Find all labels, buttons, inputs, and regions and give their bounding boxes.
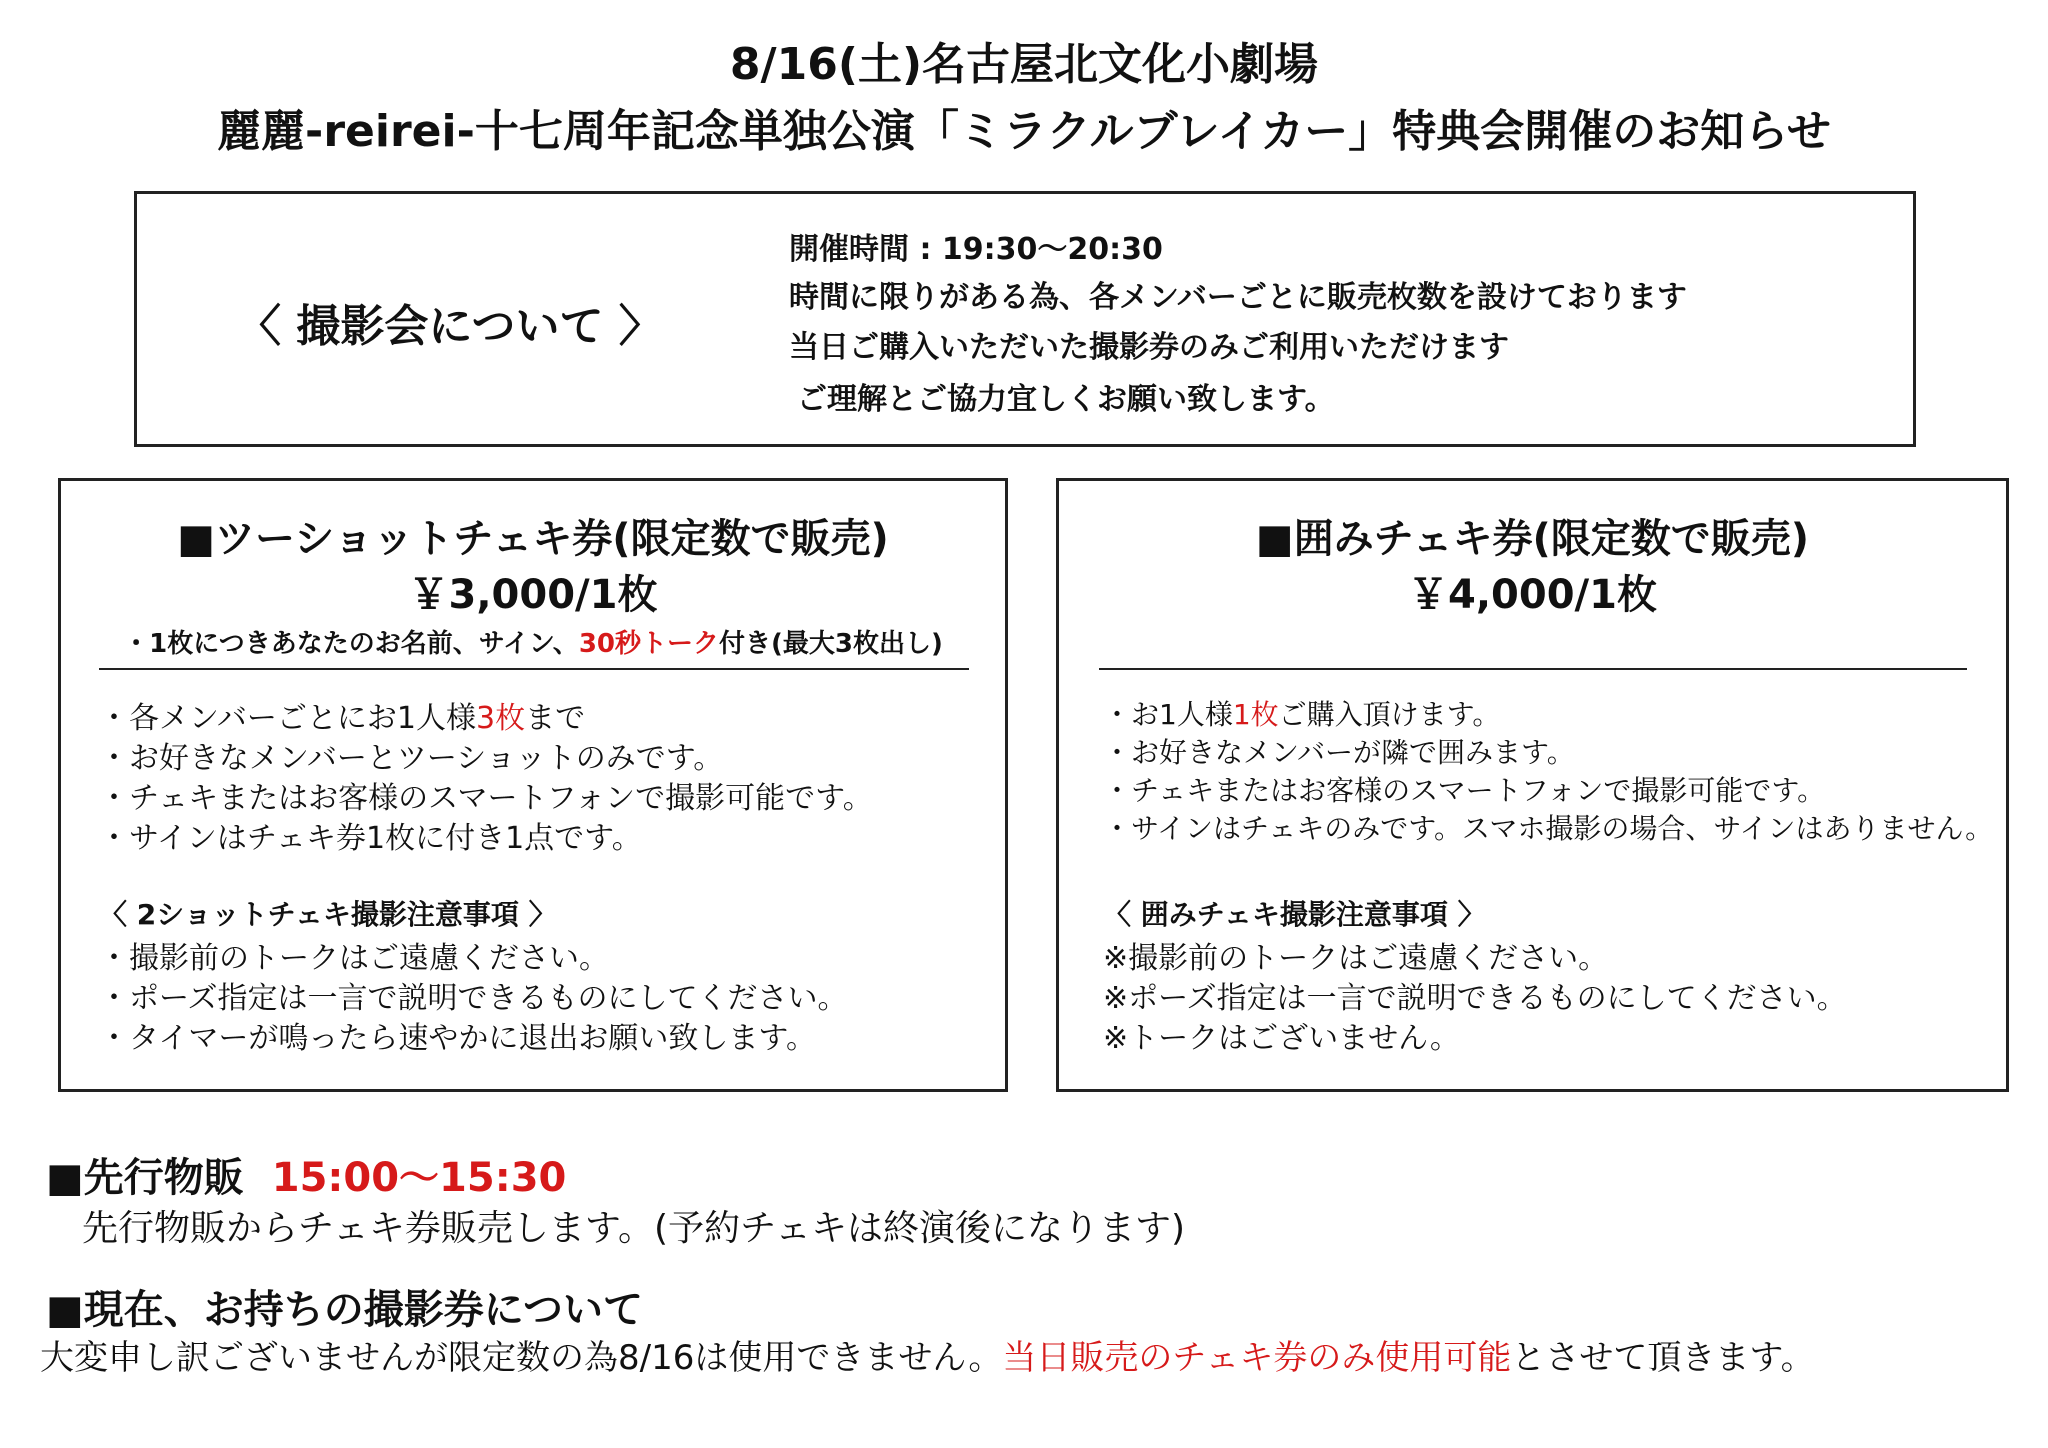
session-note: 時間に限りがある為、各メンバーごとに販売枚数を設けております: [789, 280, 1687, 315]
caution-item: ・ポーズ指定は一言で説明できるものにしてください。: [99, 981, 848, 1016]
rule-item: ・各メンバーごとにお1人様3枚まで: [99, 701, 586, 736]
two-shot-price: ￥3,000/1枚: [408, 572, 658, 618]
session-time: 開催時間 : 19:30〜20:30: [789, 232, 1163, 267]
caution-item: ※トークはございません。: [1103, 1021, 1460, 1056]
two-shot-title: ■ツーショットチェキ券(限定数で販売): [177, 516, 889, 562]
page-subtitle: 麗麗-reirei-十七周年記念単独公演「ミラクルブレイカー」特典会開催のお知らせ: [217, 106, 1831, 157]
group-price: ￥4,000/1枚: [1408, 572, 1657, 618]
caution-heading: 〈 囲みチェキ撮影注意事項 〉: [1103, 898, 1486, 931]
rule-item: ・チェキまたはお客様のスマートフォンで撮影可能です。: [99, 781, 873, 816]
two-shot-description: ・1枚につきあなたのお名前、サイン、30秒トーク付き(最大3枚出し): [123, 629, 943, 659]
talk-time-highlight: 30秒トーク: [578, 629, 719, 659]
advance-sale-text: 先行物販からチェキ券販売します。(予約チェキは終演後になります): [82, 1208, 1186, 1249]
divider: [99, 668, 969, 670]
caution-item: ※撮影前のトークはご遠慮ください。: [1103, 941, 1609, 976]
current-tickets-text: 大変申し訳ございませんが限定数の為8/16は使用できません。当日販売のチェキ券のみ使用可能とさせて頂きます。: [40, 1338, 1815, 1378]
rule-item: ・サインはチェキ券1枚に付き1点です。: [99, 821, 642, 856]
session-note: 当日ご購入いただいた撮影券のみご利用いただけます: [789, 330, 1509, 365]
divider: [1099, 668, 1967, 670]
caution-heading: 〈 2ショットチェキ撮影注意事項 〉: [99, 898, 557, 931]
page-title: 8/16(土)名古屋北文化小劇場: [729, 39, 1319, 90]
rule-item: ・お好きなメンバーとツーショットのみです。: [99, 741, 724, 776]
rule-item: ・チェキまたはお客様のスマートフォンで撮影可能です。: [1103, 774, 1826, 807]
advance-sale-heading: ■先行物販 15:00〜15:30: [46, 1155, 567, 1201]
limit-highlight: 3枚: [476, 701, 526, 736]
rule-item: ・お1人様1枚ご購入頂けます。: [1103, 698, 1501, 731]
caution-item: ・タイマーが鳴ったら速やかに退出お願い致します。: [99, 1021, 816, 1056]
caution-item: ※ポーズ指定は一言で説明できるものにしてください。: [1103, 981, 1847, 1016]
photo-session-box: [134, 191, 1916, 447]
current-tickets-heading: ■現在、お持ちの撮影券について: [46, 1287, 643, 1333]
rule-item: ・お好きなメンバーが隣で囲みます。: [1103, 736, 1575, 769]
group-title: ■囲みチェキ券(限定数で販売): [1255, 516, 1810, 562]
group-cheki-box: [1056, 478, 2009, 1092]
caution-item: ・撮影前のトークはご遠慮ください。: [99, 941, 609, 976]
usable-ticket-highlight: 当日販売のチェキ券のみ使用可能: [1002, 1338, 1512, 1378]
photo-session-heading: 〈 撮影会について 〉: [237, 301, 663, 352]
advance-sale-time: 15:00〜15:30: [271, 1155, 567, 1201]
session-note: ご理解とご協力宜しくお願い致します。: [797, 382, 1335, 417]
limit-highlight: 1枚: [1232, 698, 1279, 731]
rule-item: ・サインはチェキのみです。スマホ撮影の場合、サインはありません。: [1103, 812, 1994, 845]
two-shot-cheki-box: [58, 478, 1008, 1092]
